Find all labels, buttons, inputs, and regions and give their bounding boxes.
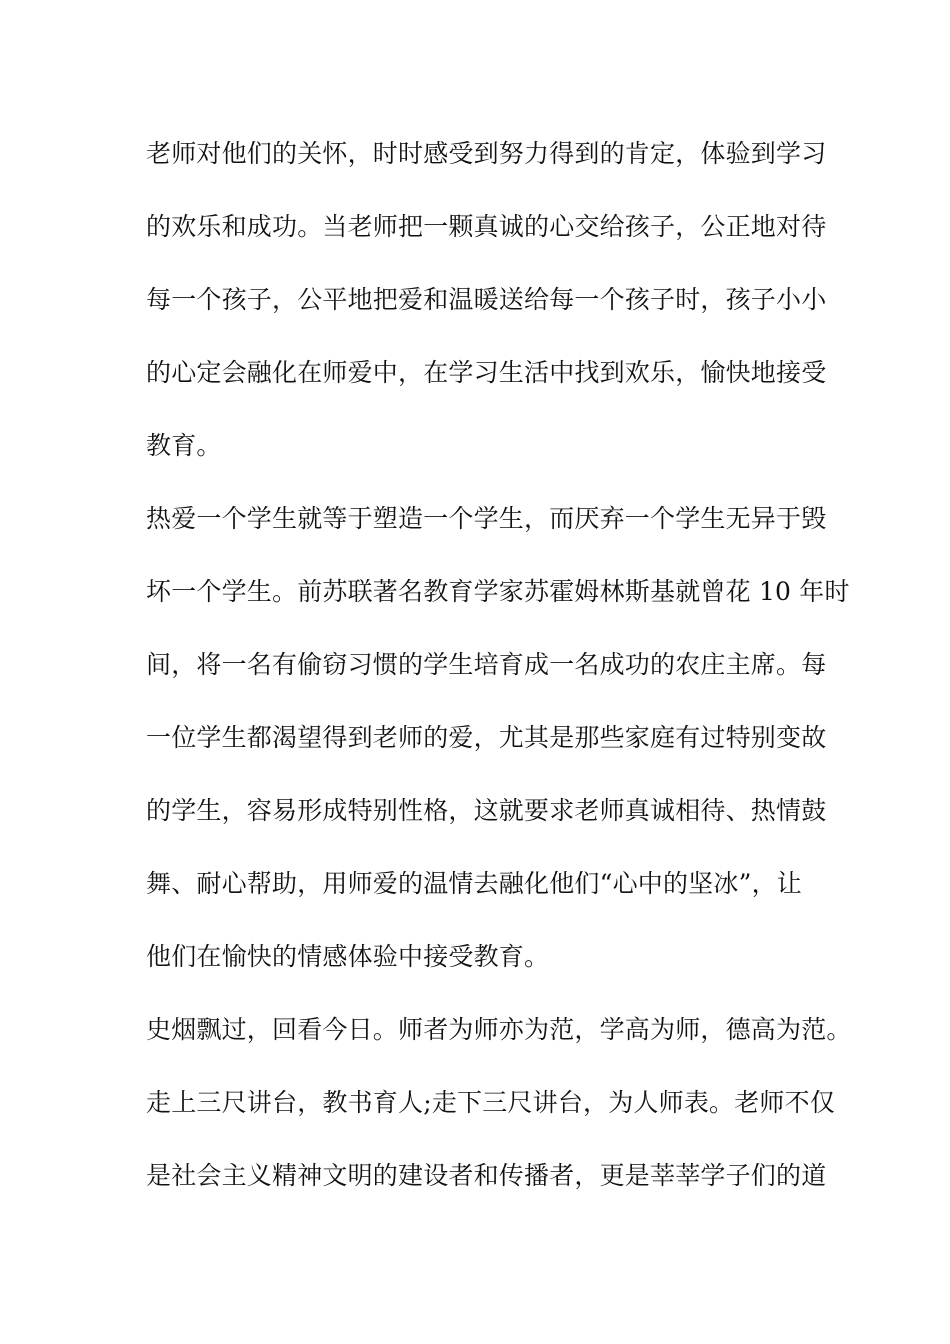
text-line-3: 每一个孩子，公平地把爱和温暖送给每一个孩子时，孩子小小 — [146, 285, 827, 314]
text-line-6: 热爱一个学生就等于塑造一个学生，而厌弃一个学生无异于毁 — [146, 504, 827, 533]
text-line-8: 间，将一名有偷窃习惯的学生培育成一名成功的农庄主席。每 — [146, 650, 827, 679]
text-line-4: 的心定会融化在师爱中，在学习生活中找到欢乐，愉快地接受 — [146, 358, 827, 387]
text-line-13: 史烟飘过，回看今日。师者为师亦为范，学高为师，德高为范。 — [146, 1015, 852, 1044]
text-line-2: 的欢乐和成功。当老师把一颗真诚的心交给孩子，公正地对待 — [146, 212, 827, 241]
text-line-14: 走上三尺讲台，教书育人;走下三尺讲台，为人师表。老师不仅 — [146, 1088, 836, 1117]
text-line-10: 的学生，容易形成特别性格，这就要求老师真诚相待、热情鼓 — [146, 796, 827, 825]
text-line-15: 是社会主义精神文明的建设者和传播者，更是莘莘学子们的道 — [146, 1161, 827, 1190]
text-line-12: 他们在愉快的情感体验中接受教育。 — [146, 942, 550, 971]
text-line-11: 舞、耐心帮助，用师爱的温情去融化他们“心中的坚冰”，让 — [146, 869, 802, 898]
text-line-9: 一位学生都渴望得到老师的爱，尤其是那些家庭有过特别变故 — [146, 723, 827, 752]
text-line-5: 教育。 — [146, 431, 222, 460]
text-line-1: 老师对他们的关怀，时时感受到努力得到的肯定，体验到学习 — [146, 139, 827, 168]
text-line-7: 坏一个学生。前苏联著名教育学家苏霍姆林斯基就曾花 10 年时 — [146, 577, 850, 606]
